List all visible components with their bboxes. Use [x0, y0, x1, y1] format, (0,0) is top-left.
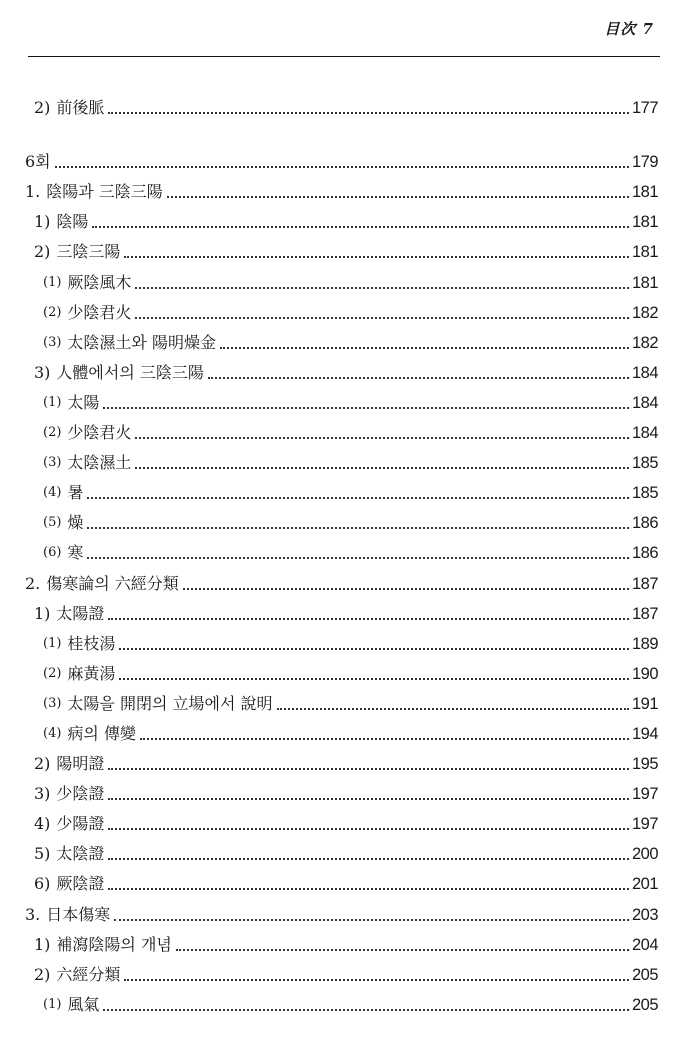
toc-entry-title: 風氣	[67, 994, 100, 1014]
toc-entry-title: 陽明證	[56, 754, 105, 774]
toc-entry-number: (3)	[43, 334, 62, 350]
toc-entry-number: 2)	[34, 98, 51, 118]
toc-entry-page-number: 191	[631, 694, 658, 713]
toc-entry-number: (2)	[43, 665, 62, 681]
toc-entry-title: 傷寒論의 六經分類	[46, 573, 179, 593]
toc-entry	[34, 232, 658, 262]
toc-entry-number: 5)	[34, 844, 51, 864]
toc-entry-number: (4)	[43, 725, 62, 741]
toc-entry-title: 日本傷寒	[46, 904, 111, 924]
dot-leader	[87, 497, 629, 499]
toc-entry-number: 4)	[34, 814, 51, 834]
toc-entry	[43, 413, 658, 443]
dot-leader	[103, 1009, 629, 1011]
toc-entry	[43, 383, 658, 413]
toc-entry-number: 2)	[34, 964, 51, 984]
toc-entry-number: 2)	[34, 754, 51, 774]
toc-entry	[34, 834, 658, 864]
toc-entry	[43, 533, 658, 563]
toc-entry-title: 少陰君火	[67, 302, 132, 322]
dot-leader	[87, 527, 629, 529]
toc-entry	[25, 142, 658, 172]
dot-leader	[140, 738, 629, 740]
toc-entry-number: 1)	[34, 934, 51, 954]
toc-entry-title: 太陽	[67, 392, 100, 412]
toc-entry-page-number: 184	[631, 393, 658, 412]
dot-leader	[119, 678, 629, 680]
toc-entry	[34, 594, 658, 624]
toc-entry-number: (1)	[43, 274, 62, 290]
toc-entry-title: 麻黃湯	[67, 663, 116, 683]
toc-entry-page-number: 187	[631, 604, 658, 623]
toc-entry-title: 暑	[67, 483, 84, 503]
dot-leader	[135, 287, 629, 289]
toc-entry-title: 寒	[67, 543, 84, 563]
toc-entry-page-number: 185	[631, 484, 658, 503]
toc-entry-title: 前後脈	[56, 98, 105, 118]
toc-entry-number: (3)	[43, 455, 62, 471]
toc-entry-page-number: 182	[631, 303, 658, 322]
toc-entry-title: 太陽證	[56, 603, 105, 623]
toc-entry	[34, 774, 658, 804]
toc-entry-title: 少陰證	[56, 784, 105, 804]
toc-entry	[34, 955, 658, 985]
toc-entry-title: 六經分類	[56, 964, 121, 984]
toc-entry-number: (1)	[43, 394, 62, 410]
toc-entry-number: (4)	[43, 485, 62, 501]
toc-entry-title: 三陰三陽	[56, 242, 121, 262]
dot-leader	[124, 979, 629, 981]
dot-leader	[135, 437, 629, 439]
toc-entry-title: 厥陰風木	[67, 272, 132, 292]
toc-entry	[25, 894, 658, 924]
toc-entry-title: 厥陰證	[56, 874, 105, 894]
toc-entry-page-number: 182	[631, 333, 658, 352]
toc-entry	[43, 443, 658, 473]
toc-entry-title: 少陽證	[56, 814, 105, 834]
toc-entry	[43, 714, 658, 744]
toc-entry-number: (1)	[43, 635, 62, 651]
toc-entry	[25, 563, 658, 593]
toc-entry-page-number: 190	[631, 664, 658, 683]
dot-leader	[87, 557, 629, 559]
dot-leader	[108, 858, 629, 860]
dot-leader	[108, 798, 629, 800]
dot-leader	[108, 888, 629, 890]
toc-entry-title: 6회	[25, 152, 51, 172]
toc-entry-page-number: 179	[631, 153, 658, 172]
toc-entry-page-number: 200	[631, 845, 658, 864]
toc-entry-page-number: 186	[631, 514, 658, 533]
toc-entry-page-number: 204	[631, 935, 658, 954]
toc-entry	[34, 353, 658, 383]
toc-entry-number: (5)	[43, 515, 62, 531]
toc-entry	[34, 864, 658, 894]
toc-entry	[25, 172, 658, 202]
toc-entry-number: (2)	[43, 425, 62, 441]
toc-entry-page-number: 181	[631, 213, 658, 232]
toc-entry-title: 陰陽	[56, 212, 89, 232]
toc-entry-title: 太陽을 開閉의 立場에서 說明	[67, 693, 273, 713]
toc-entry	[43, 473, 658, 503]
toc-entry-title: 太陰濕土와 陽明燥金	[67, 332, 216, 352]
toc-entry-page-number: 181	[631, 243, 658, 262]
toc-entry	[34, 744, 658, 774]
running-header: 目次 7	[604, 20, 654, 38]
dot-leader	[103, 407, 629, 409]
toc-entry-page-number: 181	[631, 183, 658, 202]
toc-entry-page-number: 181	[631, 273, 658, 292]
toc-entry-page-number: 184	[631, 424, 658, 443]
dot-leader	[167, 196, 629, 198]
toc-entry	[43, 985, 658, 1015]
toc-entry-page-number: 177	[631, 99, 658, 118]
dot-leader	[277, 708, 629, 710]
toc-entry-number: 2)	[34, 242, 51, 262]
dot-leader	[124, 256, 629, 258]
dot-leader	[92, 226, 629, 228]
toc-entry-page-number: 201	[631, 875, 658, 894]
dot-leader	[108, 618, 629, 620]
toc-entry	[43, 323, 658, 353]
toc-entry	[43, 624, 658, 654]
toc-entry-page-number: 203	[631, 905, 658, 924]
dot-leader	[108, 112, 629, 114]
toc-entry	[43, 654, 658, 684]
toc-entry-page-number: 197	[631, 815, 658, 834]
toc-entry	[34, 202, 658, 232]
table-of-contents	[0, 88, 700, 1015]
toc-entry-page-number: 186	[631, 544, 658, 563]
toc-entry-title: 陰陽과 三陰三陽	[46, 182, 163, 202]
toc-entry-page-number: 185	[631, 454, 658, 473]
toc-entry-number: (6)	[43, 545, 62, 561]
toc-entry	[43, 293, 658, 323]
toc-entry-title: 少陰君火	[67, 423, 132, 443]
toc-entry-title: 人體에서의 三陰三陽	[56, 362, 204, 382]
header-rule	[28, 56, 660, 57]
toc-entry-number: 2.	[25, 573, 41, 593]
toc-entry-number: 3.	[25, 904, 41, 924]
dot-leader	[114, 919, 629, 921]
toc-entry-page-number: 189	[631, 634, 658, 653]
dot-leader	[135, 467, 629, 469]
toc-entry-number: 1)	[34, 212, 51, 232]
dot-leader	[55, 166, 629, 168]
toc-entry-number: (2)	[43, 304, 62, 320]
toc-entry-title: 太陰濕土	[67, 453, 132, 473]
dot-leader	[176, 949, 629, 951]
toc-entry-number: (1)	[43, 996, 62, 1012]
toc-entry-number: 1)	[34, 603, 51, 623]
toc-entry-page-number: 184	[631, 363, 658, 382]
toc-entry	[34, 925, 658, 955]
dot-leader	[183, 588, 629, 590]
toc-entry-page-number: 205	[631, 965, 658, 984]
toc-entry	[43, 684, 658, 714]
toc-entry-number: 1.	[25, 182, 41, 202]
toc-entry-title: 補瀉陰陽의 개념	[56, 934, 172, 954]
toc-entry	[34, 804, 658, 834]
toc-entry-page-number: 194	[631, 724, 658, 743]
toc-entry-number: 3)	[34, 784, 51, 804]
dot-leader	[135, 317, 629, 319]
toc-entry-page-number: 197	[631, 785, 658, 804]
dot-leader	[108, 828, 629, 830]
toc-entry-page-number: 205	[631, 995, 658, 1014]
toc-entry-title: 燥	[67, 513, 84, 533]
dot-leader	[208, 377, 629, 379]
toc-entry-title: 病의 傳變	[67, 723, 136, 743]
toc-entry	[43, 503, 658, 533]
toc-entry-number: 6)	[34, 874, 51, 894]
toc-entry	[43, 262, 658, 292]
dot-leader	[119, 648, 629, 650]
toc-entry-number: 3)	[34, 362, 51, 382]
toc-entry	[34, 88, 658, 118]
dot-leader	[108, 768, 629, 770]
toc-entry-page-number: 195	[631, 755, 658, 774]
toc-entry-page-number: 187	[631, 574, 658, 593]
dot-leader	[220, 347, 629, 349]
toc-entry-title: 太陰證	[56, 844, 105, 864]
toc-entry-number: (3)	[43, 695, 62, 711]
toc-entry-title: 桂枝湯	[67, 633, 116, 653]
